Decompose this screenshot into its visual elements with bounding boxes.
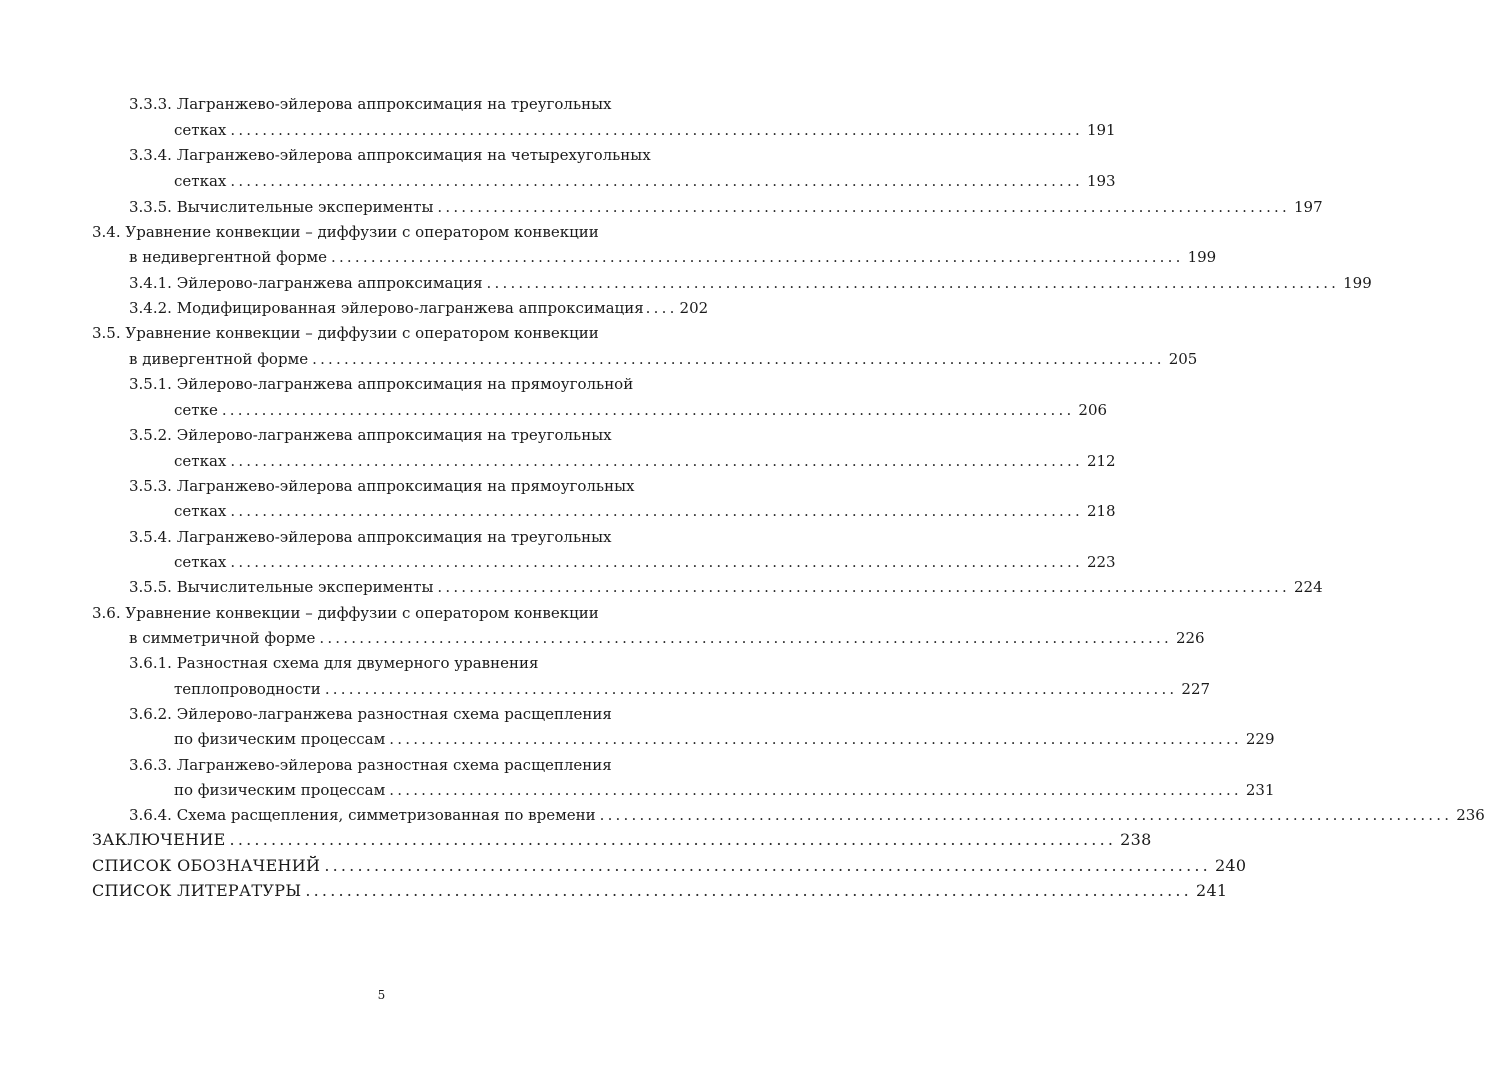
- toc-page-number: 206: [1078, 401, 1108, 419]
- toc-title-continuation: сетках: [174, 172, 227, 190]
- toc-title: Уравнение конвекции – диффузии с оператором конвекции: [125, 324, 599, 342]
- toc-title-continuation: по физическим процессам: [174, 781, 386, 799]
- toc-page-number: 193: [1086, 172, 1116, 190]
- toc-page-number: 197: [1294, 198, 1323, 216]
- toc-title: Вычислительные эксперименты: [176, 198, 434, 216]
- toc-title: СПИСОК ЛИТЕРАТУРЫ: [92, 881, 302, 900]
- toc-page-number: 199: [1343, 274, 1372, 292]
- toc-page-number: 231: [1245, 781, 1275, 799]
- toc-title: Лагранжево-эйлерова аппроксимация на треугольных: [176, 95, 612, 113]
- toc-title: Лагранжево-эйлерова аппроксимация на четырехугольных: [176, 146, 651, 164]
- toc-title: Эйлерово-лагранжева аппроксимация на треугольных: [176, 426, 612, 444]
- toc-page-number: 227: [1181, 680, 1211, 698]
- toc-number: 3.5.3.: [129, 477, 172, 495]
- toc-title: Модифицированная эйлерово-лагранжева аппроксимация: [176, 299, 644, 317]
- toc-title-continuation: сетке: [174, 401, 218, 419]
- toc-title-continuation: сетках: [174, 452, 227, 470]
- toc-title: Уравнение конвекции – диффузии с оператором конвекции: [125, 223, 599, 241]
- toc-title: Эйлерово-лагранжева аппроксимация: [176, 274, 483, 292]
- toc-page-number: 240: [1214, 856, 1247, 875]
- toc-number: 3.4.: [92, 223, 121, 241]
- toc-number: 3.4.1.: [129, 274, 172, 292]
- toc-number: 3.5.1.: [129, 375, 172, 393]
- toc-number: 3.3.3.: [129, 95, 172, 113]
- toc-leader-dots: ...........................................................................................................: [324, 856, 1211, 875]
- toc-title: Уравнение конвекции – диффузии с оператором конвекции: [125, 604, 599, 622]
- toc-leader-dots: ...........................................................................................................: [230, 172, 1083, 190]
- toc-leader-dots: ...........................................................................................................: [230, 452, 1083, 470]
- toc-leader-dots: ...........................................................................................................: [389, 730, 1242, 748]
- toc-title-continuation: в недивергентной форме: [129, 248, 327, 266]
- page-number: 5: [377, 988, 386, 1002]
- toc-leader-dots: ....: [645, 299, 678, 317]
- toc-page-number: 199: [1187, 248, 1217, 266]
- toc-leader-dots: ...........................................................................................................: [331, 248, 1184, 266]
- toc-page-number: 205: [1168, 350, 1198, 368]
- toc-leader-dots: ...........................................................................................................: [312, 350, 1165, 368]
- toc-title-continuation: сетках: [174, 553, 227, 571]
- toc-page-number: 226: [1175, 629, 1205, 647]
- toc-title: Лагранжево-эйлерова разностная схема расщепления: [176, 756, 612, 774]
- toc-title: Лагранжево-эйлерова аппроксимация на прямоугольных: [176, 477, 635, 495]
- toc-number: 3.5.: [92, 324, 121, 342]
- toc-leader-dots: ...........................................................................................................: [229, 830, 1117, 849]
- toc-leader-dots: ...........................................................................................................: [486, 274, 1340, 292]
- toc-page-number: 212: [1086, 452, 1116, 470]
- toc-page-number: 238: [1120, 830, 1152, 849]
- toc-leader-dots: ...........................................................................................................: [305, 881, 1192, 900]
- toc-page-number: 223: [1086, 553, 1116, 571]
- toc-leader-dots: ...........................................................................................................: [437, 578, 1290, 596]
- toc-page-number: 236: [1456, 806, 1485, 824]
- toc-number: 3.6.: [92, 604, 121, 622]
- toc-number: 3.6.2.: [129, 705, 172, 723]
- toc-number: 3.6.3.: [129, 756, 172, 774]
- toc-page-number: 241: [1195, 881, 1228, 900]
- toc-leader-dots: ...........................................................................................................: [389, 781, 1242, 799]
- toc-leader-dots: ...........................................................................................................: [230, 121, 1083, 139]
- toc-leader-dots: ...........................................................................................................: [437, 198, 1290, 216]
- toc-number: 3.3.5.: [129, 198, 172, 216]
- toc-leader-dots: ...........................................................................................................: [221, 401, 1075, 419]
- toc-title-continuation: по физическим процессам: [174, 730, 386, 748]
- toc-title-continuation: сетках: [174, 502, 227, 520]
- toc-page-number: 191: [1086, 121, 1116, 139]
- toc-title: Лагранжево-эйлерова аппроксимация на треугольных: [176, 528, 612, 546]
- toc-number: 3.5.5.: [129, 578, 172, 596]
- toc-title-continuation: в симметричной форме: [129, 629, 316, 647]
- toc-leader-dots: ...........................................................................................................: [319, 629, 1172, 647]
- toc-number: 3.3.4.: [129, 146, 172, 164]
- toc-title-continuation: теплопроводности: [174, 680, 321, 698]
- toc-page-number: 202: [679, 299, 709, 317]
- toc-leader-dots: ...........................................................................................................: [230, 553, 1083, 571]
- toc-title-continuation: в дивергентной форме: [129, 350, 309, 368]
- toc-number: 3.5.4.: [129, 528, 172, 546]
- toc-title: СПИСОК ОБОЗНАЧЕНИЙ: [92, 856, 321, 875]
- toc-number: 3.4.2.: [129, 299, 172, 317]
- toc-title: Эйлерово-лагранжева аппроксимация на прямоугольной: [176, 375, 634, 393]
- toc-number: 3.6.1.: [129, 654, 172, 672]
- toc-leader-dots: ...........................................................................................................: [599, 806, 1453, 824]
- toc-title-continuation: сетках: [174, 121, 227, 139]
- toc-title: Схема расщепления, симметризованная по времени: [176, 806, 596, 824]
- toc-title: ЗАКЛЮЧЕНИЕ: [92, 830, 226, 849]
- toc-page-number: 229: [1245, 730, 1275, 748]
- toc-page-number: 218: [1086, 502, 1116, 520]
- toc-number: 3.6.4.: [129, 806, 172, 824]
- toc-leader-dots: ...........................................................................................................: [324, 680, 1178, 698]
- toc-title: Разностная схема для двумерного уравнения: [176, 654, 539, 672]
- toc-page-number: 224: [1294, 578, 1323, 596]
- toc-number: 3.5.2.: [129, 426, 172, 444]
- toc-title: Эйлерово-лагранжева разностная схема расщепления: [176, 705, 612, 723]
- toc-title: Вычислительные эксперименты: [176, 578, 434, 596]
- toc-leader-dots: ...........................................................................................................: [230, 502, 1083, 520]
